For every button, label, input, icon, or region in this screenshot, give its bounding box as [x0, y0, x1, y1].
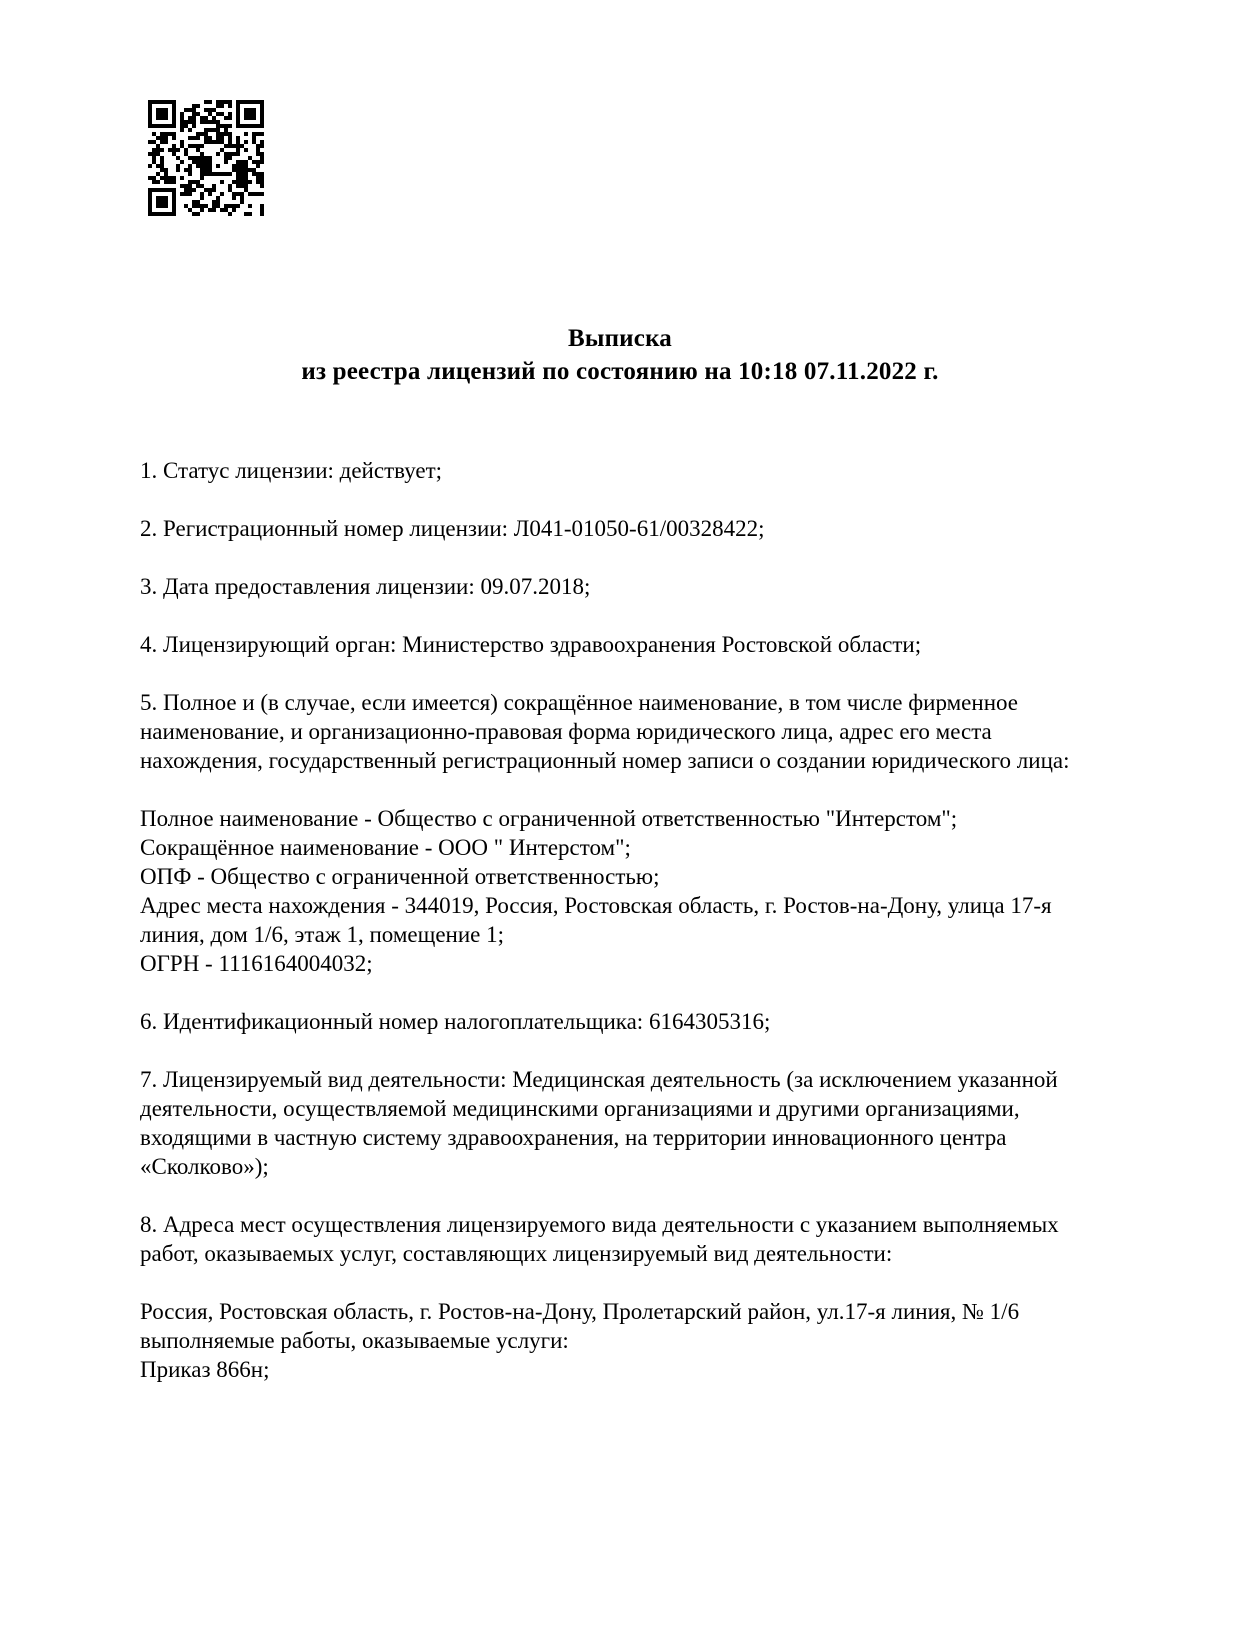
- works-services-label: выполняемые работы, оказываемые услуги:: [140, 1328, 569, 1353]
- document-title-line1: Выписка: [567, 325, 673, 352]
- licensing-authority: 4. Лицензирующий орган: Министерство здравоохранения Ростовской области;: [140, 632, 922, 657]
- org-ogrn: ОГРН - 1116164004032;: [140, 951, 373, 976]
- license-status: 1. Статус лицензии: действует;: [140, 458, 443, 483]
- licensed-activity: 7. Лицензируемый вид деятельности: Медицинская деятельность (за исключением указанной деятельности, осуществляемой медицинскими организациями и другими организациями, входящими в частную систему здравоохранения, на территории инновационного центра «Сколково»);: [140, 1067, 1058, 1179]
- org-info-heading: 5. Полное и (в случае, если имеется) сокращённое наименование, в том числе фирменное наименование, и организационно-правовая форма юридического лица, адрес его места нахождения, государственный регистрационный номер записи о создании юридического лица:: [140, 690, 1070, 773]
- activity-addresses-heading: 8. Адреса мест осуществления лицензируемого вида деятельности с указанием выполняемых работ, оказываемых услуг, составляющих лицензируемый вид деятельности:: [140, 1212, 1059, 1266]
- license-grant-date: 3. Дата предоставления лицензии: 09.07.2018;: [140, 574, 591, 599]
- license-registration-number: 2. Регистрационный номер лицензии: Л041-01050-61/00328422;: [140, 516, 765, 541]
- taxpayer-id: 6. Идентификационный номер налогоплательщика: 6164305316;: [140, 1009, 771, 1034]
- org-address: Адрес места нахождения - 344019, Россия, Ростовская область, г. Ростов-на-Дону, улица 17-я линия, дом 1/6, этаж 1, помещение 1;: [140, 893, 1052, 947]
- activity-address: Россия, Ростовская область, г. Ростов-на-Дону, Пролетарский район, ул.17-я линия, № 1/6: [140, 1299, 1020, 1324]
- document-title-line2: из реестра лицензий по состоянию на 10:18 07.11.2022 г.: [301, 358, 939, 385]
- org-details: [140, 804, 1102, 978]
- org-short-name: Сокращённое наименование - ООО " Интерстом";: [140, 835, 631, 860]
- document-body: [140, 456, 1102, 1384]
- order-reference: Приказ 866н;: [140, 1357, 270, 1382]
- org-legal-form: ОПФ - Общество с ограниченной ответственностью;: [140, 864, 660, 889]
- qr-code: [148, 100, 264, 216]
- org-full-name: Полное наименование - Общество с ограниченной ответственностью "Интерстом";: [140, 806, 958, 831]
- activity-address-details: [140, 1297, 1102, 1384]
